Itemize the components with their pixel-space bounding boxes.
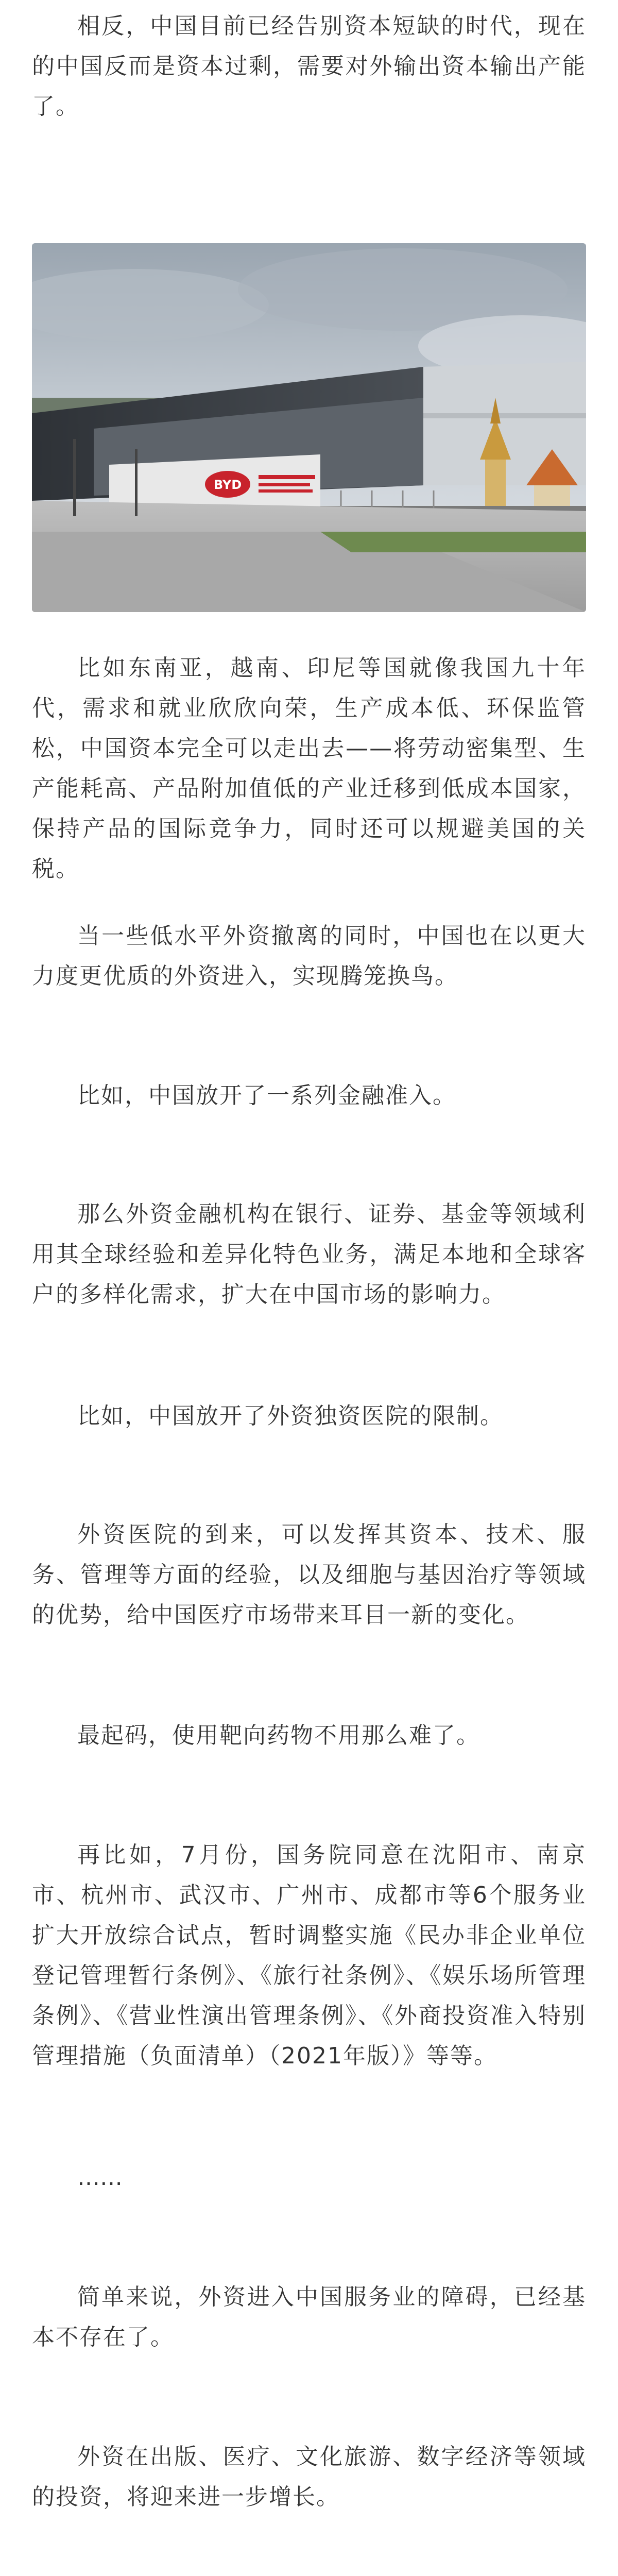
ellipsis-paragraph: …… [77,2164,123,2191]
logo-text: BYD [213,478,242,492]
paragraph: 再比如，7月份，国务院同意在沈阳市、南京市、杭州市、武汉市、广州市、成都市等6个服务业扩大开放综合试点，暂时调整实施《民办非企业单位登记管理暂行条例》、《旅行社条例》、《娱乐场所管理条例》、《营业性演出管理条例》、《外商投资准入特别管理措施（负面清单）（2021年版）》等等。 [32,1842,586,2069]
paragraph: 当一些低水平外资撤离的同时，中国也在以更大力度更优质的外资进入，实现腾笼换鸟。 [32,923,586,989]
paragraph: 比如东南亚，越南、印尼等国就像我国九十年代，需求和就业欣欣向荣，生产成本低、环保监管松，中国资本完全可以走出去——将劳动密集型、生产能耗高、产品附加值低的产业迁移到低成本国家，保持产品的国际竞争力，同时还可以规避美国的关税。 [32,655,586,882]
paragraph: 外资医院的到来，可以发挥其资本、技术、服务、管理等方面的经验，以及细胞与基因治疗等领域的优势，给中国医疗市场带来耳目一新的变化。 [32,1521,586,1628]
paragraph: 简单来说，外资进入中国服务业的障碍，已经基本不存在了。 [32,2284,586,2350]
paragraph: 相反，中国目前已经告别资本短缺的时代，现在的中国反而是资本过剩，需要对外输出资本输出产能了。 [32,13,586,120]
paragraph: 外资在出版、医疗、文化旅游、数字经济等领域的投资，将迎来进一步增长。 [32,2444,586,2510]
paragraph: 比如，中国放开了外资独资医院的限制。 [77,1403,504,1429]
paragraph: 比如，中国放开了一系列金融准入。 [77,1082,456,1109]
factory-photo [32,243,586,612]
paragraph: 最起码，使用靶向药物不用那么难了。 [77,1722,480,1749]
paragraph: 那么外资金融机构在银行、证券、基金等领域利用其全球经验和差异化特色业务，满足本地和全球客户的多样化需求，扩大在中国市场的影响力。 [32,1201,586,1308]
